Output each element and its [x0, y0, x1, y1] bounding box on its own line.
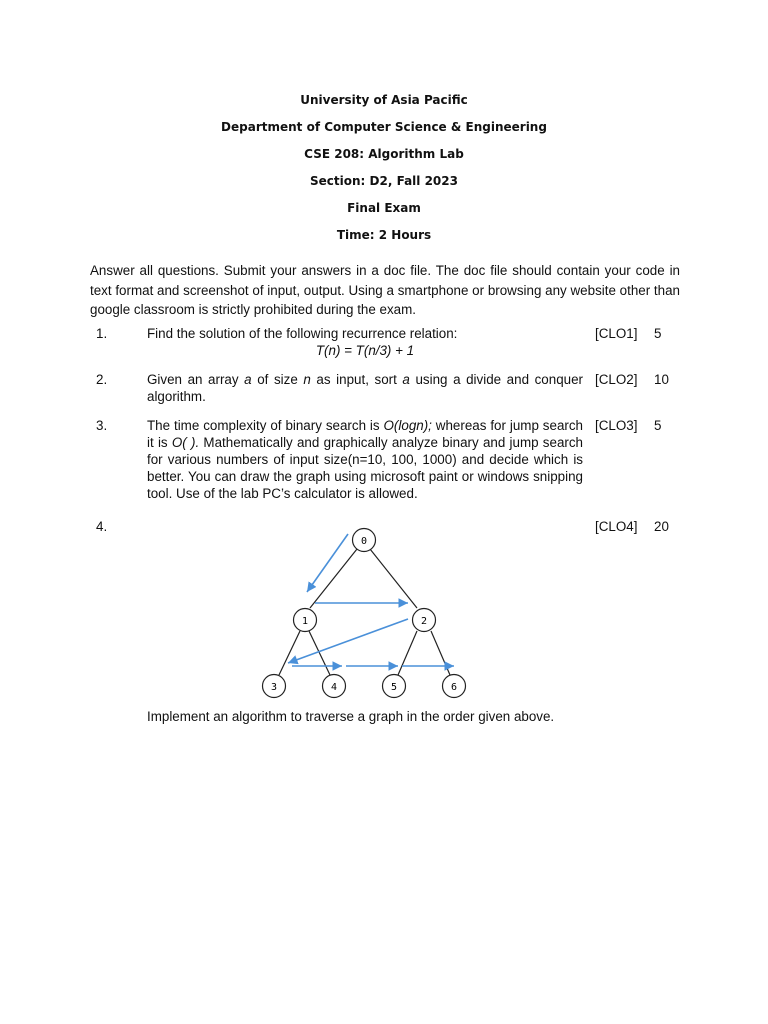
node-label: 3	[270, 682, 278, 693]
node-5	[383, 675, 406, 698]
clo-label: [CLO1]	[595, 326, 638, 341]
clo-label: [CLO2]	[595, 372, 638, 387]
question-body	[147, 325, 583, 359]
text-segment: Mathematically and graphically analyze binary and jump search for various numbers of input size(n=10, 100, 1000) and decide which is better. You can draw the graph using microsoft paint or windows snipping tool. Use of the lab PC’s calculator is allowed.	[147, 435, 584, 501]
exam-duration: Time: 2 Hours	[336, 228, 432, 242]
node-label: 6	[450, 682, 458, 693]
marks: 5	[654, 418, 662, 433]
text-segment: as input, sort	[310, 372, 403, 387]
variable-a: a	[402, 372, 410, 387]
edge-2-5	[398, 631, 417, 675]
department-name: Department of Computer Science & Engineering	[221, 120, 547, 134]
question-number: 3.	[96, 418, 108, 433]
marks: 20	[654, 519, 669, 534]
question-number: 4.	[96, 519, 108, 534]
section-info: Section: D2, Fall 2023	[310, 174, 458, 188]
traversal-arrows	[288, 534, 454, 666]
recurrence-equation: T(n) = T(n/3) + 1	[315, 343, 415, 358]
text-segment: whereas for jump search it is	[147, 418, 583, 450]
text-segment: of size	[251, 372, 304, 387]
node-0	[353, 529, 376, 552]
question-number: 1.	[96, 326, 108, 341]
edge-1-4	[309, 631, 330, 675]
variable-n: n	[303, 372, 311, 387]
clo-label: [CLO3]	[595, 418, 638, 433]
edge-0-2	[370, 549, 417, 608]
course-title: CSE 208: Algorithm Lab	[304, 147, 464, 161]
node-2	[413, 609, 436, 632]
graph-nodes	[263, 529, 466, 698]
marks: 5	[654, 326, 662, 341]
exam-header	[0, 92, 768, 254]
node-label: 5	[390, 682, 398, 693]
instructions: Answer all questions. Submit your answers in a doc file. The doc file should contain your code in text format and screenshot of input, output. Using a smartphone or browsing any website other than google classroom is strictly prohibited during the exam.	[90, 263, 680, 317]
question-number: 2.	[96, 372, 108, 387]
variable-a: a	[244, 372, 252, 387]
marks: 10	[654, 372, 669, 387]
node-1	[294, 609, 317, 632]
node-label: 2	[420, 616, 428, 627]
node-4	[323, 675, 346, 698]
question-text	[147, 417, 583, 502]
edge-2-6	[431, 631, 450, 675]
node-label: 1	[301, 616, 309, 627]
question-text: Find the solution of the following recurrence relation:	[147, 326, 458, 341]
text-segment: The time complexity of binary search is	[147, 418, 384, 433]
binary-search-complexity: O(logn);	[383, 418, 432, 433]
university-name: University of Asia Pacific	[300, 93, 468, 107]
exam-title: Final Exam	[347, 201, 421, 215]
question-text	[147, 371, 583, 405]
text-segment: using a divide and conquer algorithm.	[147, 372, 584, 404]
clo-label: [CLO4]	[595, 519, 638, 534]
node-6	[443, 675, 466, 698]
node-label: 0	[360, 536, 368, 547]
node-label: 4	[330, 682, 338, 693]
arrow-0-to-1	[307, 534, 348, 592]
traversal-graph-diagram	[250, 520, 480, 705]
question-4-task-text: Implement an algorithm to traverse a graph in the order given above.	[147, 709, 555, 724]
text-segment: Given an array	[147, 372, 245, 387]
edge-1-3	[279, 631, 300, 675]
jump-search-complexity: O( ).	[171, 435, 200, 450]
node-3	[263, 675, 286, 698]
